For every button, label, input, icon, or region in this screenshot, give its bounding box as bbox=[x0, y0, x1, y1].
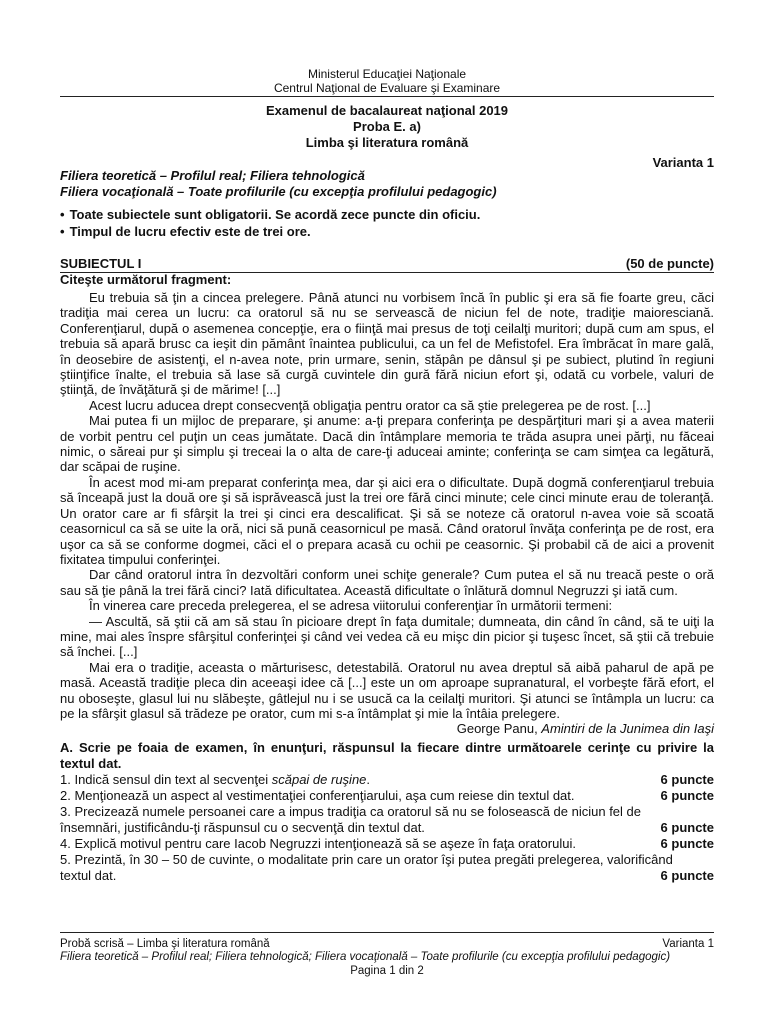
exam-subject: Limba şi literatura română bbox=[305, 135, 469, 150]
text-fragment bbox=[60, 290, 714, 737]
task-item-text-cont: textul dat. bbox=[60, 868, 117, 883]
exam-title: Examenul de bacalaureat naţional 2019 bbox=[265, 103, 509, 118]
section-instruction: Citeşte următorul fragment: bbox=[60, 272, 232, 287]
task-item bbox=[60, 852, 714, 884]
task-a bbox=[60, 740, 714, 884]
fragment-source: Amintiri de la Junimea din Iaşi bbox=[541, 721, 714, 737]
task-item-quote: scăpai de ruşine bbox=[271, 772, 367, 787]
section-points: (50 de puncte) bbox=[625, 256, 714, 271]
section-heading bbox=[60, 256, 714, 271]
rule-item: • Toate subiectele sunt obligatorii. Se acordă zece puncte din oficiu. bbox=[60, 207, 480, 222]
task-item bbox=[60, 772, 714, 788]
task-item-points: 6 puncte bbox=[660, 868, 714, 883]
exam-proba: Proba E. a) bbox=[353, 119, 421, 134]
fragment-paragraph: În vinerea care preceda prelegerea, el se adresa viitorului conferenţiar în următorii termeni: bbox=[89, 598, 613, 614]
task-item-points: 6 puncte bbox=[660, 788, 714, 803]
fragment-attribution bbox=[60, 721, 714, 736]
task-item-text: 4. Explică motivul pentru care Iacob Negruzzi intenţionează să se aşeze în faţa oratorului. bbox=[60, 836, 576, 851]
evaluation-center-name: Centrul Naţional de Evaluare şi Examinare bbox=[273, 81, 501, 95]
task-a-heading: A. Scrie pe foaia de examen, în enunţuri, răspunsul la fiecare dintre următoarele cerinţe cu privire la textul dat. bbox=[60, 740, 714, 771]
header-divider bbox=[60, 96, 714, 97]
filiere-line-1: Filiera teoretică – Profilul real; Filiera tehnologică bbox=[60, 168, 365, 183]
fragment-paragraph: Eu trebuia să ţin a cincea prelegere. Până atunci nu vorbisem încă în public şi era să fie foarte greu, căci tradiţia mai cerea un lucru: ca oratorul să nu se servească de niciun fel de note, tradiţie maiorescіană. Conferenţiarul, după o asemenea concepţie, era o fiinţă mai presus de toţi ceilalţi muritori; după cum am spus, el trebuia să apară brusc ca ieşit din pământ înaintea publicului, ca un fel de Mefistofel. Era îmbrăcat în mare gală, în deosebire de asistenţi, el n-avea note, prin urmare, senin, stăpân pe dânsul şi pe subiect, plutind în regiuni ştiinţifice înalte, el trebuia să lase să curgă cuvintele din gură fără niciun efort şi, odată cu vorbele, valuri de ştiinţă, de învăţătură şi de mărime! [...] bbox=[60, 290, 714, 398]
variant-label: Varianta 1 bbox=[652, 155, 714, 170]
task-item-points: 6 puncte bbox=[660, 772, 714, 787]
task-item-points: 6 puncte bbox=[660, 820, 714, 835]
rule-item: • Timpul de lucru efectiv este de trei ore. bbox=[60, 224, 311, 239]
footer-exam-label: Probă scrisă – Limba şi literatura română bbox=[60, 938, 270, 950]
fragment-paragraph: În acest mod mi-am preparat conferinţa mea, dar şi aici era o dificultate. După dogmă conferenţiarul trebuia să înceapă just la două ore şi să isprăvească just la trei ore fără cinci minute; cele cinci minute erau de toleranţă. Un orator care ar fi sfârşit la trei şi cinci era descalificat. Şi să se noteze că oratorul n-avea voie să scoată ceasornicul ca să se uite la oră, nici să pună ceasornicul pe masă. Când oratorul învăţa conferinţa pe de rost, era uşor ca să se conforme dogmei, căci el o prepara acasă cu ochii pe ceasornic. Şi probabil că de aici a provenit fixitatea timpului conferinţei. bbox=[60, 474, 714, 567]
task-item bbox=[60, 788, 714, 804]
footer-divider bbox=[60, 932, 714, 933]
ministry-name: Ministerul Educaţiei Naţionale bbox=[307, 67, 467, 81]
footer-row bbox=[60, 938, 714, 951]
section-label: SUBIECTUL I bbox=[60, 256, 142, 271]
task-item bbox=[60, 804, 714, 836]
task-item-text: 1. Indică sensul din text al secvenţei bbox=[60, 772, 272, 787]
task-item-text: 5. Prezintă, în 30 – 50 de cuvinte, o modalitate prin care un orator îşi putea pregăti prelegerea, valorificând bbox=[60, 852, 673, 867]
task-item-points: 6 puncte bbox=[660, 836, 714, 851]
task-item-text: 3. Precizează numele persoanei care a impus tradiţia ca oratorul să nu se folosească de niciun fel de bbox=[60, 804, 641, 819]
fragment-paragraph: Acest lucru aducea drept consecvenţă obligaţia pentru orator ca să ştie prelegerea pe de rost. [...] bbox=[89, 397, 651, 413]
task-item-text-end: . bbox=[366, 772, 371, 787]
footer-variant: Varianta 1 bbox=[662, 938, 714, 950]
fragment-paragraph: Dar când oratorul intra în dezvoltări conform unei schiţe generale? Cum putea el să nu treacă peste o oră sau să ţie până la trei fără cinci? Iată dificultatea. Această dificultate o înlătură domnul Negruzzi şi iată cum. bbox=[60, 567, 714, 598]
fragment-paragraph: Mai putea fi un mijloc de preparare, şi anume: a-ţi prepara conferinţa pe despărţituri mari şi a avea materii de vorbit pentru cel puţin un ceas jumătate. Dacă din întâmplare memoria te trăda asupra unei părţi, nu făceai nimic, o săreai pur şi simplu şi treceai la o alta de care-ţi aduceai aminte; conferinţa se cam simţea ca legătură, dar scăpai de ruşine. bbox=[60, 413, 714, 475]
fragment-paragraph: Mai era o tradiţie, aceasta o mărturisesc, detestabilă. Oratorul nu avea dreptul să aibă paharul de apă pe masă. Această tradiţie pleca din aceeaşi idee că [...] este un om aproape supranatural, el vorbeşte fără efort, el nu oboseşte, glasul lui nu slăbeşte, gâtlejul nu i se usucă ca la ceilalţi muritori. Şi atunci se întâmpla un lucru: ca pe la sfârşit glasul să trădeze pe orator, cum mi s-a întâmplat şi mie la întâia prelegere. bbox=[60, 659, 714, 721]
task-item-text-cont: însemnări, justificându-ţi răspunsul cu o secvenţă din textul dat. bbox=[60, 820, 425, 835]
task-item bbox=[60, 836, 714, 852]
filiere-line-2: Filiera vocaţională – Toate profilurile (cu excepţia profilului pedagogic) bbox=[60, 184, 497, 199]
footer-page-number: Pagina 1 din 2 bbox=[350, 965, 424, 977]
exam-page bbox=[60, 0, 714, 1024]
task-item-text: 2. Menţionează un aspect al vestimentaţiei conferenţiarului, aşa cum reiese din textul dat. bbox=[60, 788, 575, 803]
footer-filiere: Filiera teoretică – Profilul real; Filiera tehnologică; Filiera vocaţională – Toate profilurile (cu excepţia profilului pedagogic) bbox=[60, 951, 671, 963]
fragment-paragraph: — Ascultă, să ştii că am să stau în picioare drept în faţa dumitale; dumneata, din când în când, să te uiţi la mine, mai ales înspre sfârşitul conferinţei şi când vei vedea că eu mişc din picior şi tuşesc încet, să ştii că trebuie să închei. [...] bbox=[60, 613, 714, 660]
fragment-author: George Panu, bbox=[456, 721, 542, 737]
